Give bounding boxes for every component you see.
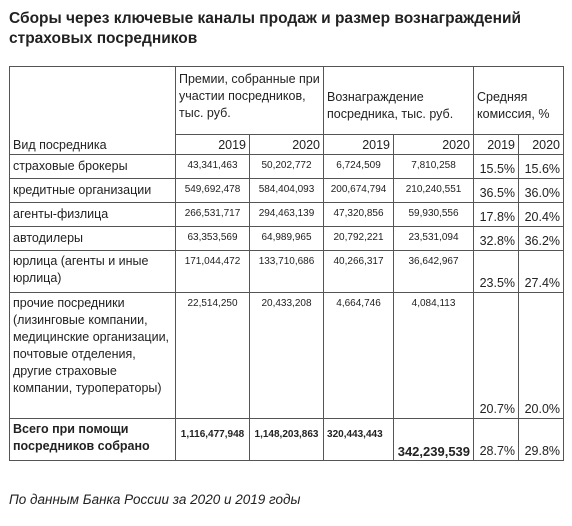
commission-2020: 4,084,113 <box>394 293 474 419</box>
premiums-2019: 43,341,463 <box>176 155 250 179</box>
table-row <box>10 203 564 227</box>
premiums-2020: 133,710,686 <box>250 251 324 293</box>
total-premiums-2020: 1,148,203,863 <box>250 419 324 461</box>
commission-2019: 4,664,746 <box>324 293 394 419</box>
row-type: автодилеры <box>10 227 176 251</box>
rate-2019: 15.5% <box>474 155 519 179</box>
row-type: кредитные организации <box>10 179 176 203</box>
intermediaries-table <box>9 66 564 461</box>
table-title: Сборы через ключевые каналы продаж и размер вознаграждений страховых посредников <box>9 10 522 47</box>
header-premiums-2020: 2020 <box>250 135 324 155</box>
header-commission: Вознаграждение посредника, тыс. руб. <box>324 67 474 135</box>
table-row <box>10 179 564 203</box>
rate-2019: 23.5% <box>474 251 519 293</box>
premiums-2020: 50,202,772 <box>250 155 324 179</box>
rate-2019: 17.8% <box>474 203 519 227</box>
header-rate-2020: 2020 <box>519 135 564 155</box>
premiums-2020: 294,463,139 <box>250 203 324 227</box>
commission-2020: 59,930,556 <box>394 203 474 227</box>
commission-2020: 23,531,094 <box>394 227 474 251</box>
table-row <box>10 293 564 419</box>
total-rate-2020: 29.8% <box>519 419 564 461</box>
commission-2019: 40,266,317 <box>324 251 394 293</box>
rate-2020: 27.4% <box>519 251 564 293</box>
header-premiums-2019: 2019 <box>176 135 250 155</box>
rate-2020: 36.0% <box>519 179 564 203</box>
table-row <box>10 227 564 251</box>
rate-2020: 36.2% <box>519 227 564 251</box>
total-row <box>10 419 564 461</box>
premiums-2019: 549,692,478 <box>176 179 250 203</box>
header-premiums: Премии, собранные при участии посредников, тыс. руб. <box>176 67 324 135</box>
total-commission-2020: 342,239,539 <box>394 419 474 461</box>
commission-2019: 20,792,221 <box>324 227 394 251</box>
rate-2020: 20.4% <box>519 203 564 227</box>
total-label: Всего при помощи посредников собрано <box>10 419 176 461</box>
premiums-2020: 584,404,093 <box>250 179 324 203</box>
table-row <box>10 251 564 293</box>
premiums-2019: 63,353,569 <box>176 227 250 251</box>
commission-2019: 200,674,794 <box>324 179 394 203</box>
total-commission-2019: 320,443,443 <box>324 419 394 461</box>
commission-2019: 6,724,509 <box>324 155 394 179</box>
rate-2019: 36.5% <box>474 179 519 203</box>
rate-2020: 20.0% <box>519 293 564 419</box>
rate-2019: 32.8% <box>474 227 519 251</box>
commission-2020: 210,240,551 <box>394 179 474 203</box>
header-commission-2019: 2019 <box>324 135 394 155</box>
rate-2019: 20.7% <box>474 293 519 419</box>
rate-2020: 15.6% <box>519 155 564 179</box>
commission-2020: 7,810,258 <box>394 155 474 179</box>
row-type: юрлица (агенты и иные юрлица) <box>10 251 176 293</box>
row-type: агенты-физлица <box>10 203 176 227</box>
premiums-2020: 20,433,208 <box>250 293 324 419</box>
total-rate-2019: 28.7% <box>474 419 519 461</box>
table-row <box>10 155 564 179</box>
premiums-2019: 266,531,717 <box>176 203 250 227</box>
premiums-2020: 64,989,965 <box>250 227 324 251</box>
total-premiums-2019: 1,116,477,948 <box>176 419 250 461</box>
premiums-2019: 171,044,472 <box>176 251 250 293</box>
header-commission-2020: 2020 <box>394 135 474 155</box>
header-row-top <box>10 67 564 135</box>
premiums-2019: 22,514,250 <box>176 293 250 419</box>
row-type: страховые брокеры <box>10 155 176 179</box>
header-rate-2019: 2019 <box>474 135 519 155</box>
commission-2020: 36,642,967 <box>394 251 474 293</box>
source-note: По данным Банка России за 2020 и 2019 годы <box>9 492 301 507</box>
row-type: прочие посредники (лизинговые компании, медицинские организации, почтовые отделения, другие страховые компании, туроператоры) <box>10 293 176 419</box>
commission-2019: 47,320,856 <box>324 203 394 227</box>
header-avg-rate: Средняя комиссия, % <box>474 67 564 135</box>
header-type: Вид посредника <box>10 67 176 155</box>
